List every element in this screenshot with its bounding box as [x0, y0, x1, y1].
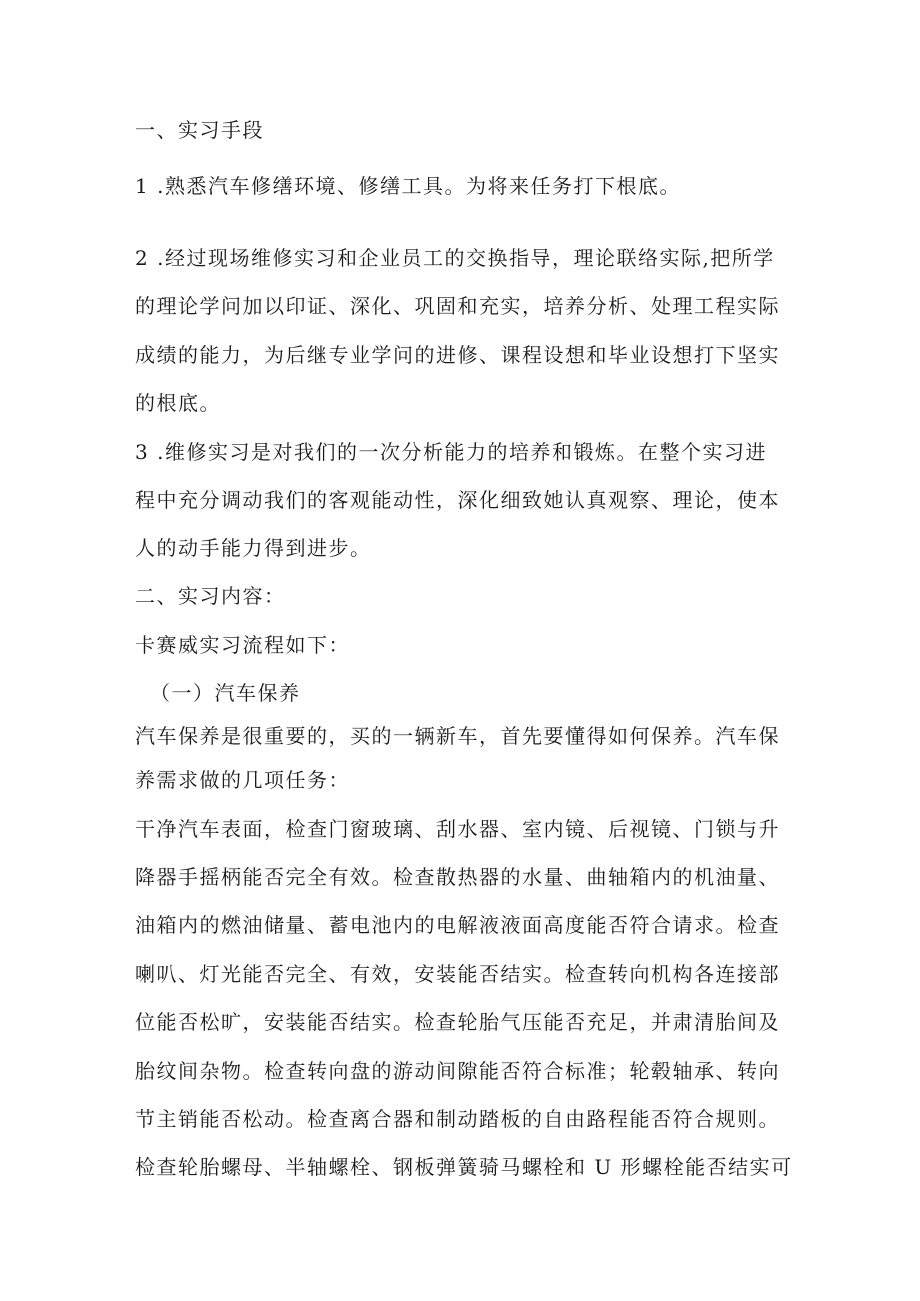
- list-item-2-line-3: 成绩的能力，为后继专业学问的进修、课程设想和毕业设想打下坚实: [135, 343, 780, 367]
- paragraph-2-line-4: 喇叭、灯光能否完全、有效，安装能否结实。检查转向机构各连接部: [135, 962, 780, 986]
- list-item-2-line-1: 2 .经过现场维修实习和企业员工的交换指导，理论联络实际,把所学: [135, 246, 775, 270]
- paragraph-1-line-1: 汽车保养是很重要的，买的一辆新车，首先要懂得如何保养。汽车保: [135, 724, 780, 748]
- paragraph-2-line-1: 干净汽车表面，检查门窗玻璃、刮水器、室内镜、后视镜、门锁与升: [135, 817, 780, 841]
- list-item-3-line-2: 程中充分调动我们的客观能动性，深化细致她认真观察、理论，使本: [135, 488, 780, 512]
- section-heading-2: 二、实习内容：: [135, 584, 286, 608]
- flow-intro-text: 卡赛威实习流程如下：: [135, 633, 350, 657]
- paragraph-2-line-7: 节主销能否松动。检查离合器和制动踏板的自由路程能否符合规则。: [135, 1107, 780, 1131]
- paragraph-2-line-5: 位能否松旷，安装能否结实。检查轮胎气压能否充足，并肃清胎间及: [135, 1010, 780, 1034]
- subsection-heading-1: （一）汽车保养: [150, 681, 301, 705]
- list-item-3-line-1: 3 .维修实习是对我们的一次分析能力的培养和锻炼。在整个实习进: [135, 440, 767, 464]
- paragraph-2-line-2: 降器手摇柄能否完全有效。检查散热器的水量、曲轴箱内的机油量、: [135, 865, 780, 889]
- list-item-2-line-4: 的根底。: [135, 391, 221, 415]
- list-item-1-line-1: 1 .熟悉汽车修缮环境、修缮工具。为将来任务打下根底。: [135, 174, 681, 198]
- section-heading-1: 一、实习手段: [135, 118, 264, 142]
- list-item-3-line-3: 人的动手能力得到进步。: [135, 536, 372, 560]
- list-item-2-line-2: 的理论学问加以印证、深化、巩固和充实，培养分析、处理工程实际: [135, 294, 780, 318]
- paragraph-2-line-3: 油箱内的燃油储量、蓄电池内的电解液液面高度能否符合请求。检查: [135, 913, 780, 937]
- paragraph-2-line-6: 胎纹间杂物。检查转向盘的游动间隙能否符合标准；轮毂轴承、转向: [135, 1059, 780, 1083]
- paragraph-2-line-8: 检查轮胎螺母、半轴螺栓、钢板弹簧骑马螺栓和 U 形螺栓能否结实可: [135, 1155, 793, 1179]
- paragraph-1-line-2: 养需求做的几项任务：: [135, 768, 350, 792]
